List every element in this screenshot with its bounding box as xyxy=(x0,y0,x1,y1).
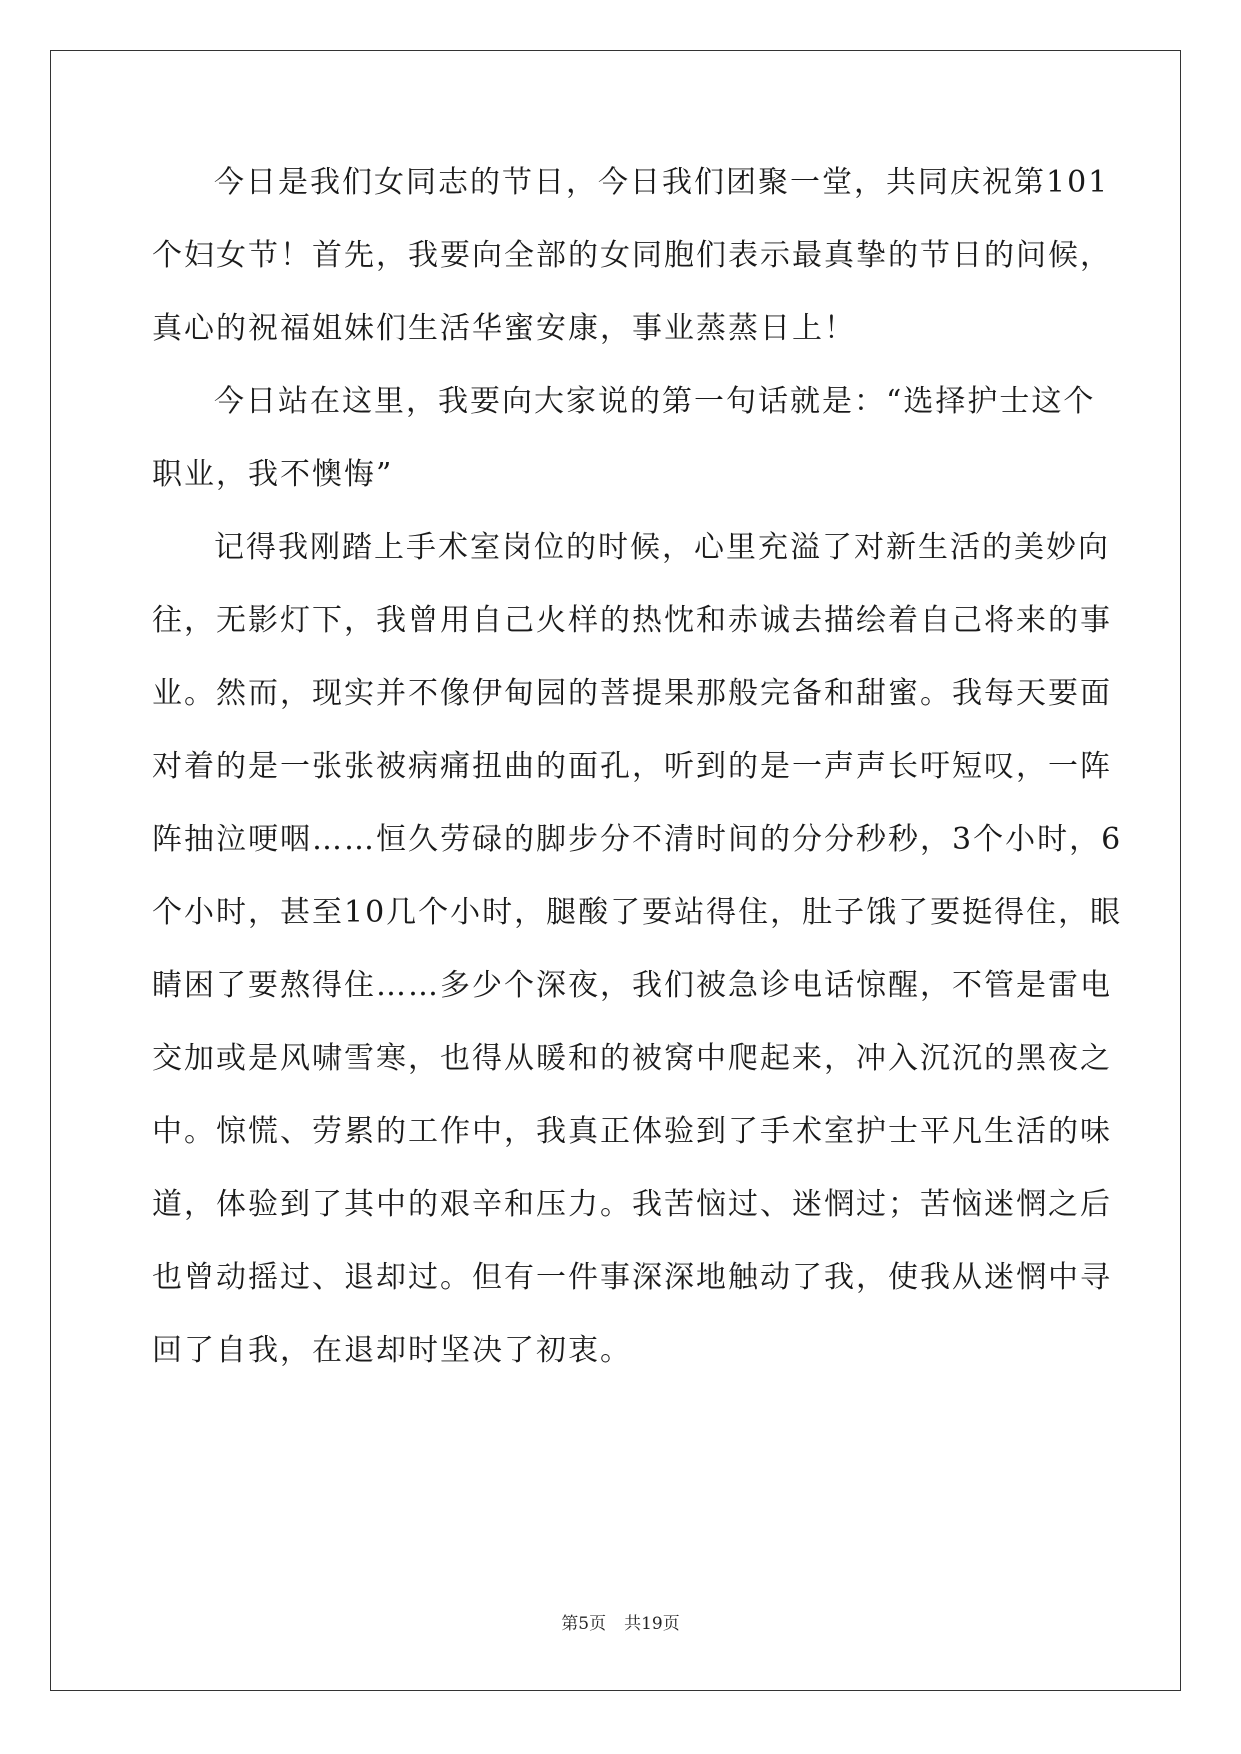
page-total: 共19页 xyxy=(624,1614,680,1634)
paragraph-3-line-9: 中。惊慌、劳累的工作中，我真正体验到了手术室护士平凡生活的味 xyxy=(152,1114,1112,1149)
page-border xyxy=(50,50,1181,1691)
paragraph-3-line-7: 睛困了要熬得住……多少个深夜，我们被急诊电话惊醒，不管是雷电 xyxy=(152,968,1112,1003)
paragraph-3-line-6: 个小时，甚至10几个小时，腿酸了要站得住，肚子饿了要挺得住，眼 xyxy=(152,895,1123,930)
paragraph-3-line-5: 阵抽泣哽咽……恒久劳碌的脚步分不清时间的分分秒秒，3个小时，6 xyxy=(152,822,1123,857)
paragraph-3-line-8: 交加或是风啸雪寒，也得从暖和的被窝中爬起来，冲入沉沉的黑夜之 xyxy=(152,1041,1112,1076)
paragraph-3-line-10: 道，体验到了其中的艰辛和压力。我苦恼过、迷惘过；苦恼迷惘之后 xyxy=(152,1187,1112,1222)
paragraph-1-line-2: 个妇女节！首先，我要向全部的女同胞们表示最真挚的节日的问候， xyxy=(152,238,1112,273)
paragraph-3-line-2: 往，无影灯下，我曾用自己火样的热忱和赤诚去描绘着自己将来的事 xyxy=(152,603,1112,638)
paragraph-1-line-3: 真心的祝福姐妹们生活华蜜安康，事业蒸蒸日上！ xyxy=(152,311,856,346)
paragraph-3-line-1: 记得我刚踏上手术室岗位的时候，心里充溢了对新生活的美妙向 xyxy=(214,530,1110,565)
paragraph-3-line-3: 业。然而，现实并不像伊甸园的菩提果那般完备和甜蜜。我每天要面 xyxy=(152,676,1112,711)
paragraph-3-line-12: 回了自我，在退却时坚决了初衷。 xyxy=(152,1333,632,1368)
page-footer xyxy=(0,1612,1241,1636)
paragraph-1-line-1: 今日是我们女同志的节日，今日我们团聚一堂，共同庆祝第101 xyxy=(214,165,1110,200)
paragraph-3-line-11: 也曾动摇过、退却过。但有一件事深深地触动了我，使我从迷惘中寻 xyxy=(152,1260,1112,1295)
page-number: 第5页 xyxy=(561,1614,607,1634)
paragraph-3-line-4: 对着的是一张张被病痛扭曲的面孔，听到的是一声声长吁短叹，一阵 xyxy=(152,749,1112,784)
paragraph-2-line-1: 今日站在这里，我要向大家说的第一句话就是：“选择护士这个 xyxy=(214,384,1096,419)
paragraph-2-line-2: 职业，我不懊悔” xyxy=(152,457,394,492)
